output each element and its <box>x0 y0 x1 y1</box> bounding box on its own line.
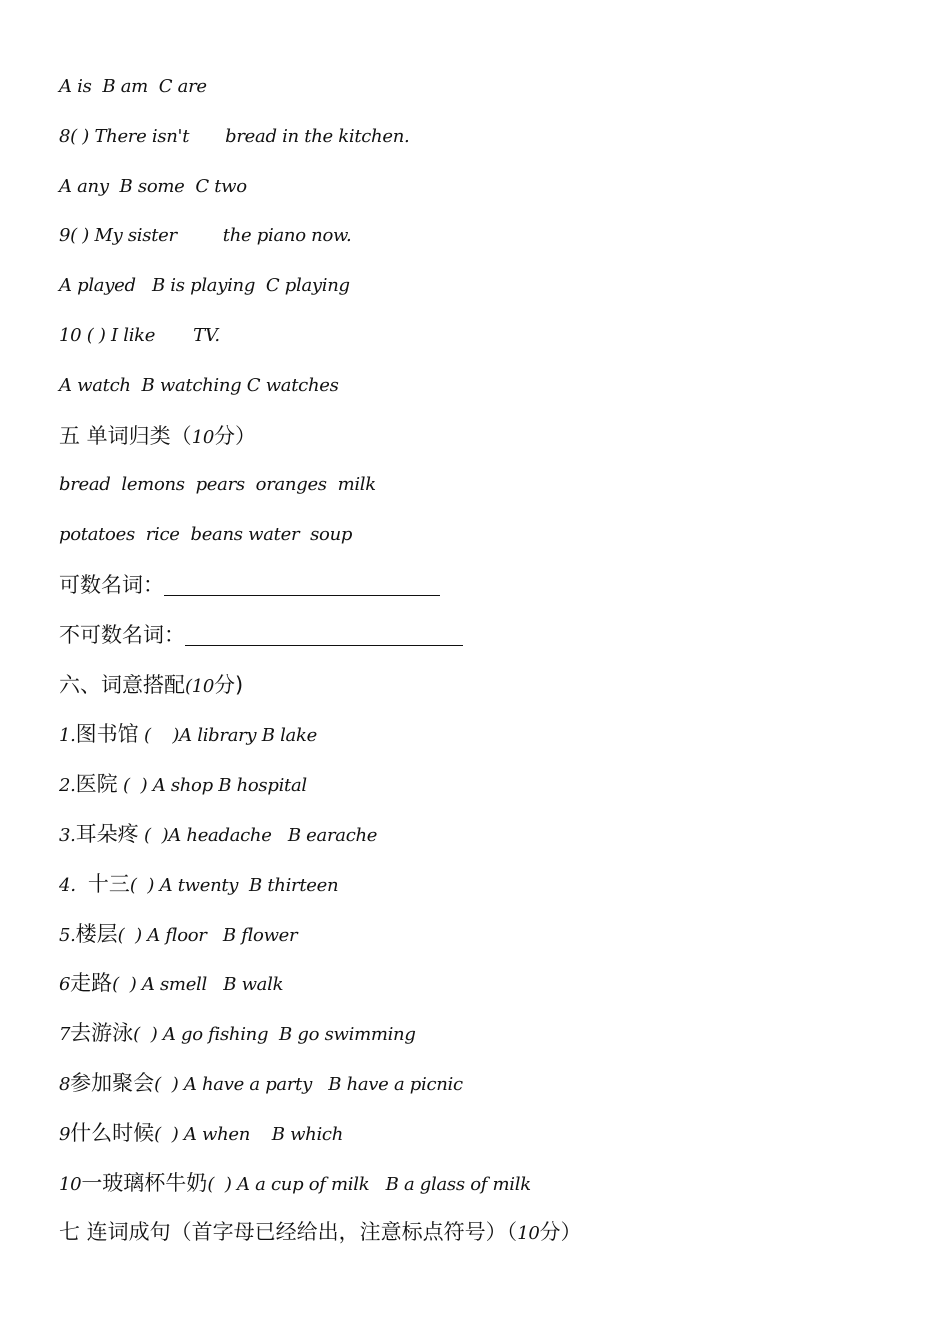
match-item-number: 6 <box>59 974 71 996</box>
match-item <box>59 1018 919 1068</box>
match-item-options: ( )A library B lake <box>138 725 317 747</box>
worksheet-page <box>59 72 919 1267</box>
q9-suffix: the piano now. <box>222 225 352 247</box>
match-item-options: ( ) A twenty B thirteen <box>129 874 339 896</box>
q10-options: A watch B watching C watches <box>59 374 339 396</box>
q10-prefix: 10 ( ) I like <box>59 324 156 346</box>
match-item <box>59 719 919 769</box>
uncountable-answer-blank[interactable] <box>185 625 463 646</box>
match-item-options: ( ) A go fishing B go swimming <box>133 1024 416 1046</box>
word-list-line-2: potatoes rice beans water soup <box>59 524 353 546</box>
match-item-chinese: 参加聚会 <box>70 1070 155 1095</box>
match-item-chinese: 一玻璃杯牛奶 <box>81 1170 208 1195</box>
section5-title-zh: 五 单词归类（ <box>59 423 192 448</box>
q10-suffix: TV. <box>193 324 220 346</box>
section7-title-zh: 七 连词成句（首字母已经给出，注意标点符号）（ <box>59 1220 518 1245</box>
match-item <box>59 919 919 969</box>
q9-prefix: 9( ) My sister <box>59 225 177 247</box>
match-item <box>59 819 919 869</box>
countable-nouns-row <box>59 570 919 620</box>
section6-title <box>59 670 919 720</box>
section5-title <box>59 421 919 471</box>
uncountable-label: 不可数名词： <box>59 622 185 647</box>
q8-suffix: bread in the kitchen. <box>225 125 410 147</box>
uncountable-nouns-row <box>59 620 919 670</box>
match-item-chinese: 楼层 <box>75 921 118 946</box>
q10-question <box>59 321 919 371</box>
section7-score: 10 <box>517 1223 540 1245</box>
match-item-options: ( ) A floor B flower <box>117 924 298 946</box>
section5-title-end: 分） <box>214 423 256 448</box>
countable-answer-blank[interactable] <box>164 575 440 596</box>
match-item <box>59 1118 919 1168</box>
match-item <box>59 769 919 819</box>
match-item-number: 1. <box>59 725 76 747</box>
match-item <box>59 1168 919 1218</box>
match-item-options: ( ) A a cup of milk B a glass of milk <box>207 1173 531 1195</box>
match-item-options: ( ) A smell B walk <box>112 974 284 996</box>
match-item-options: ( ) A have a party B have a picnic <box>154 1073 463 1095</box>
match-item-chinese: 图书馆 <box>75 722 139 747</box>
match-item-number: 3. <box>59 824 76 846</box>
q9-question <box>59 221 919 271</box>
match-item-chinese: 医院 <box>75 772 118 797</box>
match-item <box>59 1068 919 1118</box>
section6-score: (10 <box>185 675 215 697</box>
countable-label: 可数名词： <box>59 572 164 597</box>
section7-title <box>59 1217 919 1267</box>
match-item-chinese: 去游泳 <box>70 1021 134 1046</box>
match-item-number: 9 <box>59 1123 71 1145</box>
q8-prefix: 8( ) There isn't <box>59 125 190 147</box>
match-item <box>59 968 919 1018</box>
section7-title-end: 分） <box>539 1220 582 1245</box>
match-item-number: 10 <box>59 1173 82 1195</box>
q7-options: A is B am C are <box>59 76 207 97</box>
match-item <box>59 869 919 919</box>
match-item-chinese: 十三 <box>87 871 130 896</box>
q9-options: A played B is playing C playing <box>59 275 350 297</box>
section5-score: 10 <box>191 426 214 448</box>
match-item-chinese: 耳朵疼 <box>75 821 139 846</box>
match-item-number: 7 <box>59 1024 71 1046</box>
word-list-line-1: bread lemons pears oranges milk <box>59 474 376 496</box>
match-item-number: 4． <box>59 874 88 896</box>
match-item-options: ( ) A shop B hospital <box>117 775 307 797</box>
match-item-options: ( )A headache B earache <box>138 824 378 846</box>
section6-title-zh: 六、词意搭配 <box>59 672 185 697</box>
match-item-chinese: 什么时候 <box>70 1120 155 1145</box>
q8-question <box>59 122 919 172</box>
match-item-chinese: 走路 <box>70 971 113 996</box>
match-item-number: 8 <box>59 1073 71 1095</box>
q8-options: A any B some C two <box>59 175 247 197</box>
section6-title-end: 分) <box>214 672 244 697</box>
match-item-number: 2. <box>59 775 76 797</box>
match-item-number: 5. <box>59 924 76 946</box>
match-item-options: ( ) A when B which <box>154 1123 343 1145</box>
